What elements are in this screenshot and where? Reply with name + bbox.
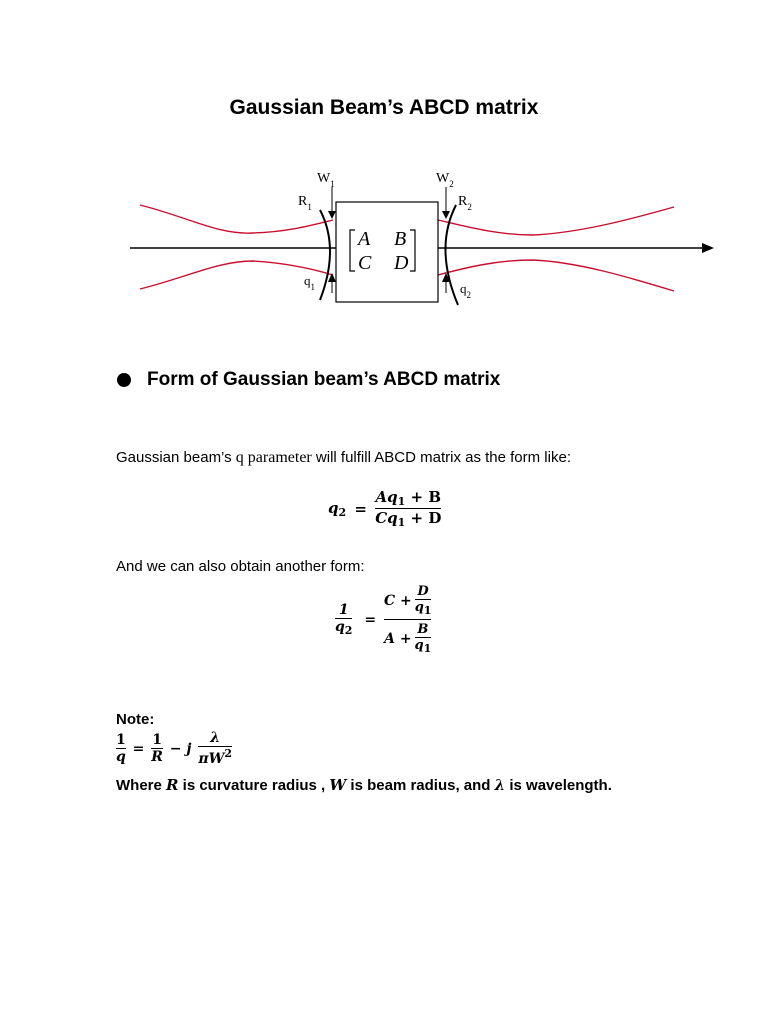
axis-arrowhead [702, 243, 714, 253]
paragraph-another-form: And we can also obtain another form: [116, 558, 365, 575]
para1-serif: q parameter [235, 449, 312, 466]
q1-label: $q_1$ [304, 273, 315, 292]
paragraph-q-parameter [116, 449, 571, 467]
section-heading: Form of Gaussian beam’s ABCD matrix [147, 369, 501, 390]
q2-label: $q_2$ [460, 281, 471, 300]
wavefront-right [445, 205, 458, 305]
beam-upper-left [140, 205, 333, 233]
abcd-box [336, 202, 438, 302]
bullet-icon [117, 373, 131, 387]
w1-arrowhead [328, 211, 336, 219]
w2-label: $W_2$ [436, 171, 454, 189]
note-label: Note: [116, 711, 155, 728]
para1-suffix: will fulfill ABCD matrix as the form like: [315, 449, 571, 466]
equation-inverse-q2: $\frac{1}{q_2}$ = C + $\frac{D}{q_1}$ A + $\frac{B}{q_1}$ [335, 584, 432, 655]
matrix-d: D [394, 252, 409, 274]
note-formula: $\frac{1}{q}$ = $\frac{1}{R}$ − j $\frac{\lambda}{\pi W^2}$ [116, 730, 232, 767]
para1-prefix: Gaussian beam’s [116, 449, 232, 466]
beam-lower-right [438, 260, 674, 291]
beam-upper-right [438, 207, 674, 235]
gaussian-beam-diagram [128, 165, 718, 310]
matrix-c: C [358, 252, 372, 274]
matrix-b: B [394, 228, 407, 250]
equation-q2: $q_2$ = $\frac{Aq_1 + B}{Cq_1 + D}$ [328, 488, 442, 529]
matrix-a: A [358, 228, 371, 250]
page-title: Gaussian Beam’s ABCD matrix [229, 96, 539, 119]
w2-arrowhead [442, 211, 450, 219]
w1-label: $W_1$ [317, 171, 335, 189]
r2-label: $R_2$ [458, 194, 472, 212]
r1-label: $R_1$ [298, 194, 312, 212]
note-where-line: Where R is curvature radius , W is beam radius, and λ is wavelength. [116, 776, 612, 794]
